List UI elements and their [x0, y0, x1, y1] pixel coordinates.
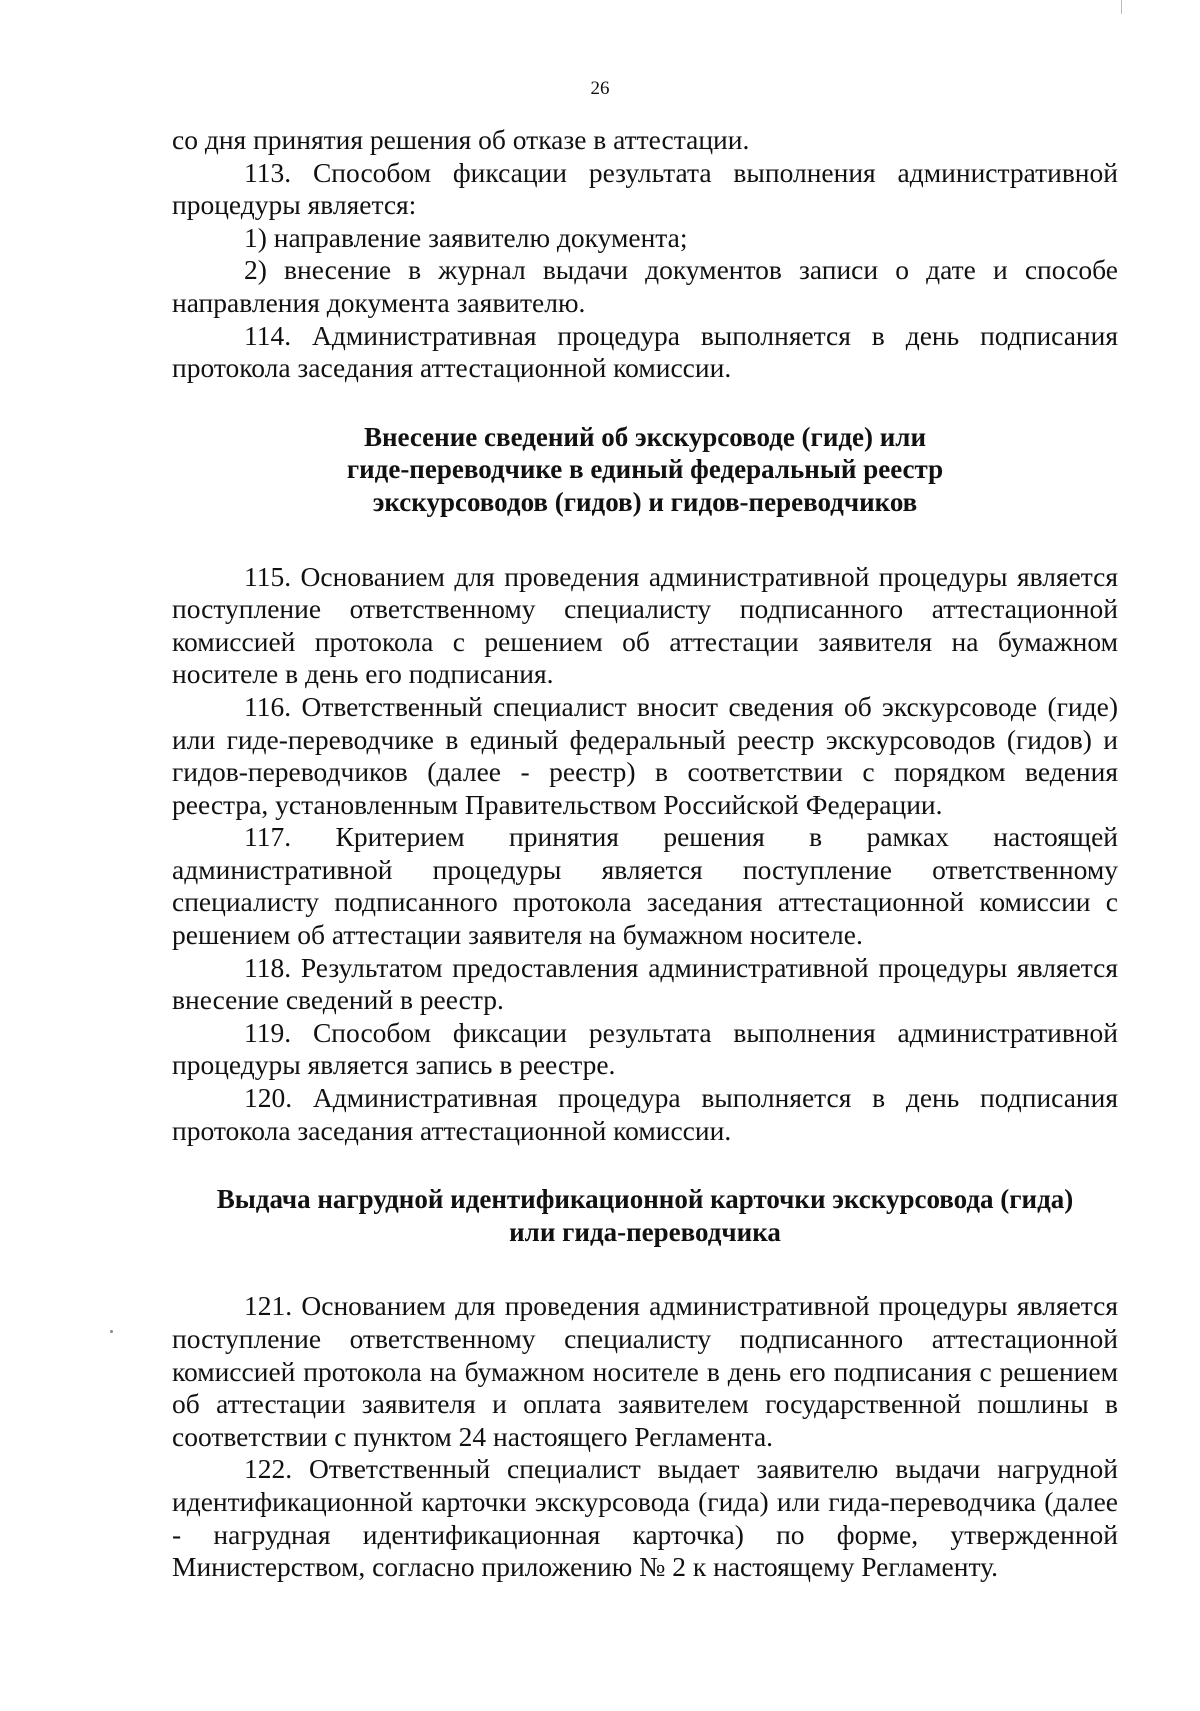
paragraph-119: 119. Способом фиксации результата выполнения административной процедуры является запись в реестре.	[172, 1016, 1118, 1081]
page-number: 26	[590, 78, 610, 99]
paragraph-120: 120. Административная процедура выполняется в день подписания протокола заседания аттестационной комиссии.	[172, 1082, 1118, 1146]
section-heading-badge	[172, 1183, 1118, 1248]
heading-line: Внесение сведений об экскурсоводе (гиде) или	[363, 421, 927, 452]
paragraph-113-item-2: 2) внесение в журнал выдачи документов записи о дате и способе направления документа заявителю.	[172, 254, 1118, 318]
paragraph-115: 115. Основанием для проведения административной процедуры является поступление ответственному специалисту подписанного аттестационной комиссией протокола с решением об аттестации заявителя на бумажном носителе в день его подписания.	[172, 560, 1118, 690]
section-heading-registry	[172, 421, 1118, 519]
paragraph-continuation: со дня принятия решения об отказе в аттестации.	[172, 124, 750, 155]
paragraph-118: 118. Результатом предоставления административной процедуры является внесение сведений в реестр.	[172, 951, 1118, 1016]
scan-speck	[110, 1330, 113, 1333]
heading-line: или гида-переводчика	[509, 1216, 781, 1247]
paragraph-116: 116. Ответственный специалист вносит сведения об экскурсоводе (гиде) или гиде-переводчике в единый федеральный реестр экскурсоводов (гидов) и гидов-переводчиков (далее - реестр) в соответствии с порядком ведения реестра, установленным Правительством Российской Федерации.	[172, 690, 1118, 820]
heading-line: экскурсоводов (гидов) и гидов-переводчиков	[372, 486, 918, 517]
scan-edge-mark	[1121, 0, 1122, 14]
paragraph-122: 122. Ответственный специалист выдает заявителю выдачи нагрудной идентификационной карточки экскурсовода (гида) или гида-переводчика (далее - нагрудная идентификационная карточка) по форме, утвержденной Министерством, согласно приложению № 2 к настоящему Регламенту.	[172, 1453, 1118, 1583]
paragraph-121: 121. Основанием для проведения административной процедуры является поступление ответственному специалисту подписанного аттестационной комиссией протокола на бумажном носителе в день его подписания с решением об аттестации заявителя и оплата заявителем государственной пошлины в соответствии с пунктом 24 настоящего Регламента.	[172, 1290, 1118, 1452]
heading-line: гиде-переводчике в единый федеральный реестр	[346, 454, 944, 485]
document-body	[172, 124, 1118, 1584]
heading-line: Выдача нагрудной идентификационной карточки экскурсовода (гида)	[216, 1184, 1074, 1215]
paragraph-113: 113. Способом фиксации результата выполнения административной процедуры является:	[172, 156, 1118, 221]
paragraph-114: 114. Административная процедура выполняется в день подписания протокола заседания аттестационной комиссии.	[172, 319, 1118, 384]
paragraph-117: 117. Критерием принятия решения в рамках настоящей административной процедуры является поступление ответственному специалисту подписанного протокола заседания аттестационной комиссии с решением об аттестации заявителя на бумажном носителе.	[172, 821, 1118, 951]
paragraph-113-item-1: 1) направление заявителю документа;	[244, 221, 688, 253]
